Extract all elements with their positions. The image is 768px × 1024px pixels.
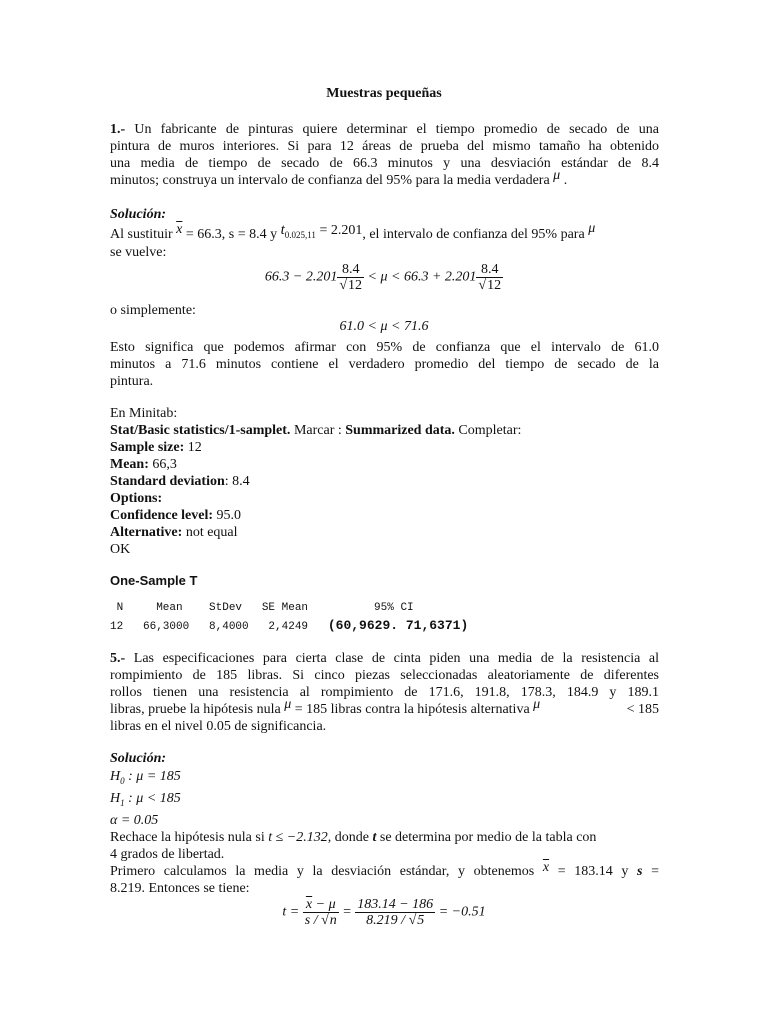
problem-5-line-3: rollos tienen una resistencia al rompimiento de 171.6, 191.8, 178.3, 184.9 y 189.1 <box>110 685 659 700</box>
meaning-line-2: minutos a 71.6 minutos contiene el verdadero promedio del tiempo de secado de la <box>110 357 659 372</box>
problem-5-line-5: libras en el nivel 0.05 de significancia. <box>110 719 327 734</box>
s-value-line: 8.219. Entonces se tiene: <box>110 881 250 896</box>
minitab-ok: OK <box>110 542 131 557</box>
minitab-mean: Mean: 66,3 <box>110 457 177 472</box>
minitab-options: Options: <box>110 491 163 506</box>
problem-1-line-1: 1.- Un fabricante de pinturas quiere determinar el tiempo promedio de secado de una <box>110 122 660 137</box>
meaning-line-1: Esto significa que podemos afirmar con 95% de confianza que el intervalo de 61.0 <box>110 340 659 355</box>
meaning-line-3: pintura. <box>110 374 154 389</box>
output-header-row: N Mean StDev SE Mean 95% CI <box>110 602 414 614</box>
interval-result: 61.0 < μ < 71.6 <box>339 319 429 334</box>
minitab-std-dev: Standard deviation: 8.4 <box>110 474 250 489</box>
t-statistic-formula: t = $\frac{\overline{x} - \mu}{s / √n}$ = $\frac{183.14 - 186}{8.219 / √5}$ = −0.51 <box>282 897 486 928</box>
problem-5-line-4: libras, pruebe la hipótesis nula μ = 185 libras contra la hipótesis alternativa μ < 185 <box>110 697 659 717</box>
solution-5-label: Solución: <box>110 751 167 766</box>
degrees-of-freedom: 4 grados de libertad. <box>110 847 225 862</box>
output-heading: One-Sample T <box>110 573 198 588</box>
problem-1-line-4: minutos; construya un intervalo de confianza del 95% para la media verdadera μ . <box>110 168 568 188</box>
solution-1-line-2: se vuelve: <box>110 245 167 260</box>
simply-text: o simplemente: <box>110 303 196 318</box>
alpha-level: α = 0.05 <box>110 813 159 828</box>
problem-1-line-3: una media de tiempo de secado de 66.3 minutos y una desviación estándar de 8.4 <box>110 156 659 171</box>
page-title: Muestras pequeñas <box>326 86 442 101</box>
solution-1-line-1: Al sustituir $\overline{x} = 66.3$, s = 8.4 y $t_{0.025,11} = 2.201$, el intervalo de confianza del 95% para μ <box>110 221 596 242</box>
problem-5-number: 5.- <box>110 651 126 666</box>
null-hypothesis: $H_0$ : μ = 185 <box>110 769 181 786</box>
minitab-alternative: Alternative: not equal <box>110 525 238 540</box>
solution-1-label: Solución: <box>110 207 167 222</box>
output-data-row: 12 66,3000 8,4000 2,4249 (60,9629. 71,6371) <box>110 618 469 633</box>
alt-hypothesis: $H_1$ : μ < 185 <box>110 791 181 808</box>
reject-rule: Rechace la hipótesis nula si t ≤ −2.132, donde t se determina por medio de la tabla con <box>110 830 597 845</box>
problem-5-line-1: 5.- Las especificaciones para cierta clase de cinta piden una media de la resistencia al <box>110 651 659 666</box>
minitab-sample-size: Sample size: 12 <box>110 440 202 455</box>
problem-1-line-2: pintura de muros interiores. Si para 12 áreas de prueba del mismo tamaño ha obtenido <box>110 139 659 154</box>
minitab-intro: En Minitab: <box>110 406 178 421</box>
problem-1-number: 1.- <box>110 122 126 137</box>
confidence-interval-formula: 66.3 − 2.201 $\frac{8.4}{√12}$ < μ < 66.3 + 2.201 $\frac{8.4}{√12}$ <box>264 262 502 293</box>
minitab-confidence-level: Confidence level: 95.0 <box>110 508 242 523</box>
first-calc-line: Primero calculamos la media y la desviación estándar, y obtenemos $\overline{x} = 183.14$ y s = <box>110 860 660 879</box>
problem-5-line-2: rompimiento de 185 libras. Si cinco piezas seleccionadas aleatoriamente de diferentes <box>110 668 659 683</box>
minitab-path: Stat/Basic statistics/1-samplet. Marcar : Summarized data. Completar: <box>110 423 522 438</box>
